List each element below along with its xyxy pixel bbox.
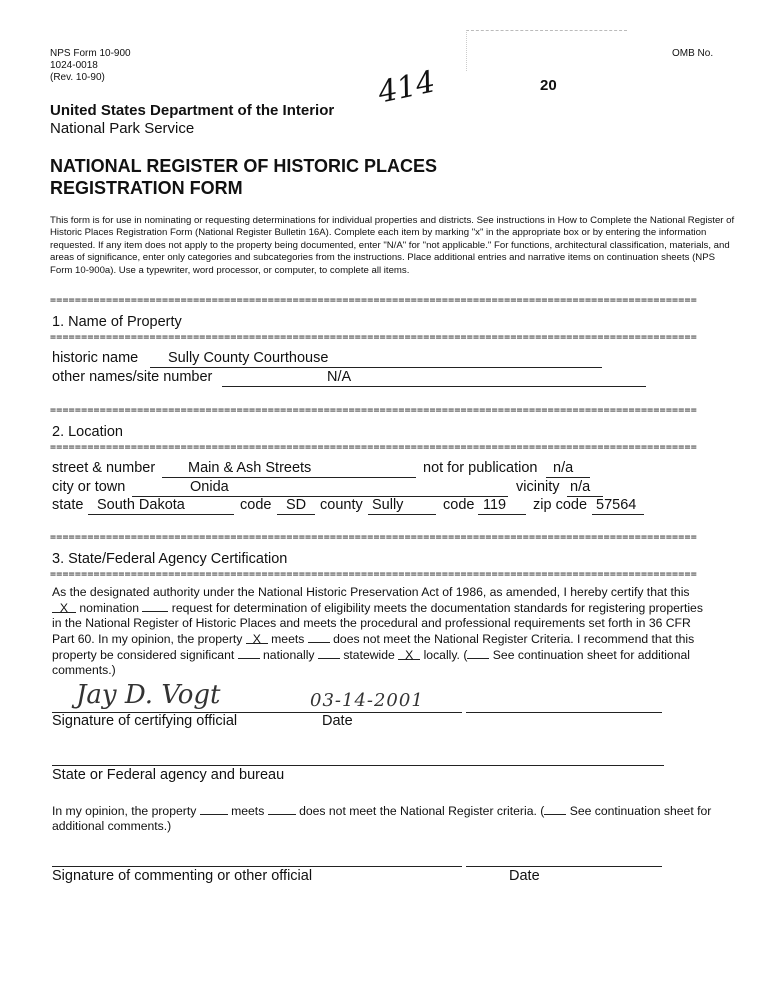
department-name: United States Department of the Interior (50, 102, 335, 119)
nomination-label: nomination (79, 601, 140, 615)
commenting-signature-line (52, 866, 462, 867)
opinion-label: Part 60. In my opinion, the property (52, 632, 243, 646)
historic-name-value[interactable]: Sully County Courthouse (168, 350, 329, 366)
nationally-checkbox[interactable] (238, 647, 260, 659)
cert-line5 (52, 647, 720, 663)
locally-checkbox[interactable]: X (398, 648, 420, 660)
form-revision: (Rev. 10-90) (50, 72, 105, 83)
cert-line3: in the National Register of Historic Places and meets the procedural and professional requirements set forth in 36 CFR (52, 616, 691, 630)
continuation-checkbox[interactable] (467, 647, 489, 659)
does-not-meet-label: does not meet the National Register Criteria. I recommend that this (333, 632, 695, 646)
locally-label: locally. ( (423, 648, 468, 662)
certifying-signature-label: Signature of certifying official (52, 713, 238, 729)
state-code-underline (277, 514, 315, 515)
comment-line2: additional comments.) (52, 819, 172, 833)
separator-line: ======================================================================================================== (50, 571, 697, 578)
separator-line: ======================================================================================================== (50, 444, 697, 451)
cert-line2 (52, 600, 720, 616)
state-underline (88, 514, 234, 515)
zip-value[interactable]: 57564 (596, 497, 637, 513)
stamp-number: 20 (540, 77, 557, 94)
not-for-publication-underline (546, 477, 590, 478)
section2-heading: 2. Location (52, 424, 123, 440)
significance-label: property be considered significant (52, 648, 235, 662)
city-label: city or town (52, 479, 126, 495)
commenting-signature-label: Signature of commenting or other official (52, 868, 313, 884)
cert-line4 (52, 631, 720, 647)
form-title-line1: NATIONAL REGISTER OF HISTORIC PLACES (50, 156, 438, 176)
vicinity-label: vicinity (516, 479, 560, 495)
county-code-label: code (443, 497, 475, 513)
cert-line1: As the designated authority under the National Historic Preservation Act of 1986, as amended, I hereby certify that this (52, 585, 690, 599)
street-label: street & number (52, 460, 156, 476)
county-value[interactable]: Sully (372, 497, 404, 513)
handwritten-number: 414 (374, 64, 439, 111)
determination-checkbox[interactable] (142, 600, 168, 612)
certifying-extra-line (466, 712, 662, 713)
other-names-label: other names/site number (52, 369, 213, 385)
commenting-date-label: Date (509, 868, 540, 884)
agency-bureau-line (52, 765, 664, 766)
comment-does-not-meet-checkbox[interactable] (268, 803, 296, 815)
section3-heading: 3. State/Federal Agency Certification (52, 551, 288, 567)
nationally-label: nationally (263, 648, 315, 662)
not-for-publication-value[interactable]: n/a (553, 460, 574, 476)
form-number: NPS Form 10-900 (50, 48, 131, 59)
separator-line: ======================================================================================================== (50, 334, 697, 341)
statewide-checkbox[interactable] (318, 647, 340, 659)
other-names-underline (222, 386, 646, 387)
comment-meets-checkbox[interactable] (200, 803, 228, 815)
county-code-underline (478, 514, 526, 515)
vicinity-value[interactable]: n/a (570, 479, 591, 495)
statewide-label: statewide (343, 648, 395, 662)
comment-continuation-checkbox[interactable] (544, 803, 566, 815)
state-code-label: code (240, 497, 272, 513)
comment-meets-label: meets (231, 804, 265, 818)
meets-label: meets (271, 632, 305, 646)
county-code-value[interactable]: 119 (483, 497, 507, 513)
commenting-paragraph (52, 803, 742, 834)
cert-line6: comments.) (52, 663, 116, 677)
other-names-value[interactable]: N/A (327, 369, 352, 385)
certifying-date-value: 03-14-2001 (310, 690, 424, 711)
state-code-value[interactable]: SD (286, 497, 307, 513)
street-underline (162, 477, 416, 478)
meets-checkbox[interactable]: X (246, 632, 268, 644)
comment-does-not-meet-label: does not meet the National Register criteria. ( (299, 804, 545, 818)
city-value[interactable]: Onida (190, 479, 229, 495)
historic-name-label: historic name (52, 350, 139, 366)
section1-heading: 1. Name of Property (52, 314, 182, 330)
certification-paragraph (52, 585, 720, 678)
separator-line: ======================================================================================================== (50, 297, 697, 304)
nomination-checkbox[interactable]: X (52, 601, 76, 613)
certifying-date-label: Date (322, 713, 353, 729)
instructions-paragraph: This form is for use in nominating or requesting determinations for individual properties and districts. See instructions in How to Complete the National Register of Historic Places Registration Form (National Register Bulletin 16A). Complete each item by marking "x" in the appropriate box or by entering the information requested. If any item does not apply to the property being documented, enter "N/A" for "not applicable." For functions, architectural classification, materials, and areas of significance, enter only categories and subcategories from the instructions. Place additional entries and narrative items on continuation sheets (NPS Form 10-900a). Use a typewriter, word processor, or computer, to complete all items. (50, 215, 735, 276)
not-for-publication-label: not for publication (423, 460, 538, 476)
omb-number: OMB No. (672, 48, 714, 59)
county-label: county (320, 497, 363, 513)
certifying-signature: Jay D. Vogt (76, 680, 221, 710)
agency-bureau-label: State or Federal agency and bureau (52, 767, 285, 783)
continuation-label: See continuation sheet for additional (492, 648, 690, 662)
service-name: National Park Service (50, 120, 195, 137)
comment-continuation-label: See continuation sheet for (569, 804, 712, 818)
received-stamp (466, 30, 627, 71)
comment-opinion-label: In my opinion, the property (52, 804, 197, 818)
historic-name-underline (150, 367, 602, 368)
zip-label: zip code (533, 497, 588, 513)
state-value[interactable]: South Dakota (97, 497, 185, 513)
commenting-date-line (466, 866, 662, 867)
determination-label: request for determination of eligibility meets the documentation standards for registering properties (171, 601, 703, 615)
zip-underline (592, 514, 644, 515)
does-not-meet-checkbox[interactable] (308, 631, 330, 643)
separator-line: ======================================================================================================== (50, 534, 697, 541)
form-id: 1024-0018 (50, 60, 98, 71)
state-label: state (52, 497, 84, 513)
separator-line: ======================================================================================================== (50, 407, 697, 414)
comment-line1 (52, 803, 742, 819)
street-value[interactable]: Main & Ash Streets (188, 460, 312, 476)
county-underline (368, 514, 436, 515)
form-title-line2: REGISTRATION FORM (50, 178, 243, 198)
